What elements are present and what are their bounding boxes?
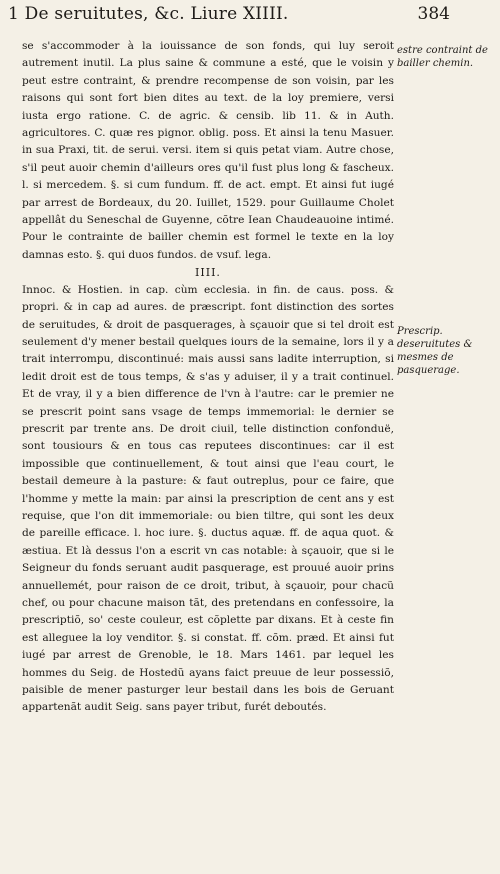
running-header: [8, 4, 450, 34]
paragraph: se s'accommoder à la iouissance de son fonds, qui luy seroit autrement inutil. La plus saine & commune a esté, que le voisin y peut estre contraint, & prendre recompense de son voisin, par les raisons qui sont fort bien dites au text. de la loy premiere, versi iusta ergo ratione. C. de agric. & censib. lib 11. & in Auth. agricultores. C. quæ res pignor. oblig. poss. Et ainsi la tenu Masuer. in sua Praxi, tit. de serui. versi. item si quis petat viam. Autre chose, s'il peut auoir chemin d'ailleurs ores qu'il fust plus long & fascheux. l. si mercedem. §. si cum fundum. ff. de act. empt. Et ainsi fut iugé par arrest de Bordeaux, du 20. Iuillet, 1529. pour Guillaume Cholet appellât du Seneschal de Guyenne, cõtre Iean Chaudeauoine intimé. Pour le contrainte de bailler chemin est formel le texte en la loy damnas esto. §. qui duos fundos. de vsuf. lega.: [22, 40, 394, 261]
margin-note: estre contraint de bailler chemin.: [397, 45, 488, 69]
page-number: 384: [417, 4, 450, 24]
section-heading: IIII.: [195, 266, 221, 280]
margin-note: Prescrip. deseruitutes & mesmes de pasquerage.: [397, 326, 473, 376]
paragraph: Innoc. & Hostien. in cap. cùm ecclesia. in fin. de caus. poss. & propri. & in cap ad aures. de præscript. font distinction des sortes de seruitudes, & droit de pasquerages, à sçauoir que si tel droit est seulement d'y mener bestail quelques iours de la semaine, lors il y a trait interrompu, discontinué: mais aussi sans ladite interruption, si ledit droit est de tous temps, & s'as y aduiser, il y a trait continuel. Et de vray, il y a bien difference de l'vn à l'autre: car le premier ne se prescrit point sans vsage de temps immemorial: le dernier se prescrit par trente ans. De droit ciuil, telle distinction confonduë, sont tousiours & en tous cas reputees discontinues: car il est impossible que continuellement, & tout ainsi que l'eau court, le bestail demeure à la pasture: & faut outreplus, pour ce faire, que l'homme y mette la main: par ainsi la prescription de cent ans y est requise, que l'on dit immemoriale: ou bien tiltre, qui sont les deux de pareille efficace. l. hoc iure. §. ductus aquæ. ff. de aqua quot. & æstiua. Et là dessus l'on a escrit vn cas notable: à sçauoir, que si le Seigneur du fonds seruant audit pasquerage, est prouué auoir prins annuellemét, pour raison de ce droit, tribut, à sçauoir, pour chacũ chef, ou pour chacune maison tãt, des pretendans en confessoire, la prescriptiõ, so' ceste couleur, est cõplette par dixans. Et à ceste fin est alleguee la loy venditor. §. si constat. ff. cõm. præd. Et ainsi fut iugé par arrest de Grenoble, le 18. Mars 1461. par lequel les hommes du Seig. de Hostedũ ayans faict preuue de leur possessiõ, paisible de mener pasturger leur bestail dans les bois de Geruant appartenãt audit Seig. sans payer tribut, furét deboutés.: [22, 283, 394, 714]
running-title: 1 De seruitutes, &c. Liure XIIII.: [8, 4, 289, 24]
main-text-block: [22, 38, 394, 717]
